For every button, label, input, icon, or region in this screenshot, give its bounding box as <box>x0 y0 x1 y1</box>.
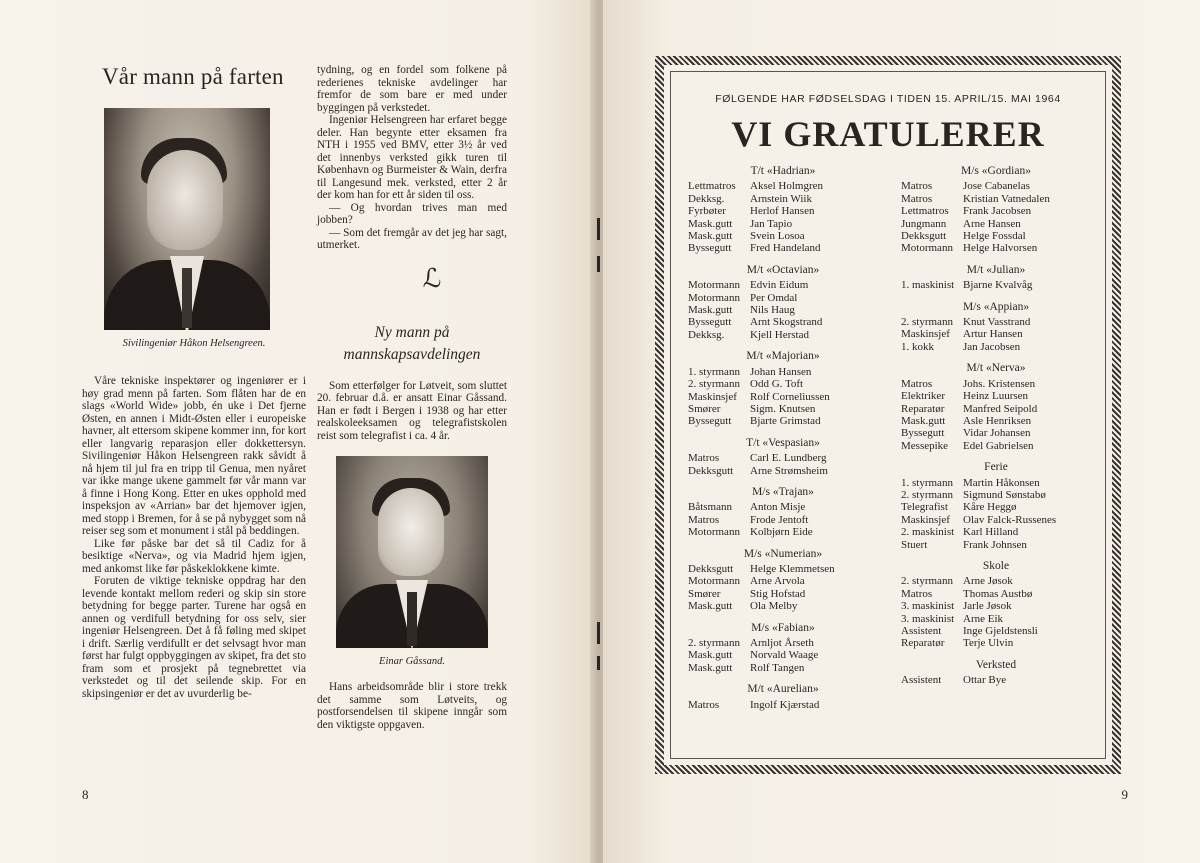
crew-row <box>901 230 1091 242</box>
crew-name: Sigmund Sønstabø <box>963 488 1046 501</box>
crew-rank: Stuert <box>901 538 928 551</box>
crew-row <box>901 218 1091 230</box>
crew-name: Rolf Tangen <box>750 661 805 674</box>
crew-rank: 2. maskinist <box>901 526 955 539</box>
birthday-column-right <box>901 165 1091 696</box>
crew-rank: 2. styrmann <box>901 575 953 588</box>
crew-rank: 3. maskinist <box>901 612 955 625</box>
crew-row <box>901 588 1091 600</box>
crew-row <box>901 205 1091 217</box>
ship-group <box>688 437 878 477</box>
crew-rank: Byssegutt <box>688 242 732 255</box>
crew-rank: Matros <box>688 513 720 526</box>
crew-row <box>901 341 1091 353</box>
ship-name: Verksted <box>975 658 1017 671</box>
crew-row <box>688 316 878 328</box>
crew-rank: 2. styrmann <box>901 316 953 329</box>
ship-name: M/s «Appian» <box>962 300 1030 313</box>
crew-rank: Maskinsjef <box>688 390 737 403</box>
crew-name: Ottar Bye <box>963 674 1007 687</box>
crew-row <box>901 539 1091 551</box>
paragraph: Hans arbeidsområde blir i store trekk det samme som Løtveits, og postforsendelsen til skipene inngår som den viktigste oppgaven. <box>317 681 507 731</box>
crew-rank: Smører <box>688 587 721 600</box>
crew-rank: Mask.gutt <box>688 600 733 613</box>
crew-row <box>688 526 878 538</box>
crew-row <box>901 316 1091 328</box>
crew-name: Norvald Waage <box>750 649 819 662</box>
ship-group <box>901 264 1091 292</box>
portrait-photo-helsengreen <box>104 108 270 330</box>
crew-row <box>688 699 878 711</box>
crew-row <box>901 514 1091 526</box>
crew-row <box>688 501 878 513</box>
crew-name: Aksel Holmgren <box>750 180 824 193</box>
photo-caption: Sivilingeniør Håkon Helsengreen. <box>122 338 266 349</box>
crew-name: Jan Jacobsen <box>963 340 1021 353</box>
crew-name: Carl E. Lundberg <box>750 452 827 465</box>
crew-name: Herlof Hansen <box>750 205 815 218</box>
crew-name: Kristian Vatnedalen <box>963 192 1050 205</box>
crew-rank: 1. maskinist <box>901 279 955 292</box>
crew-name: Per Omdal <box>750 291 798 304</box>
ship-name: Ferie <box>984 461 1008 474</box>
crew-name: Edel Gabrielsen <box>963 439 1034 452</box>
crew-row <box>688 304 878 316</box>
ship-name: M/t «Nerva» <box>966 362 1026 375</box>
crew-row <box>901 501 1091 513</box>
crew-name: Johan Hansen <box>750 365 812 378</box>
left-page <box>0 0 597 863</box>
crew-rank: Fyrbøter <box>688 205 726 218</box>
ship-name: M/t «Octavian» <box>746 263 820 276</box>
crew-rank: Motormann <box>688 279 740 292</box>
crew-name: Fred Handeland <box>750 242 821 255</box>
crew-rank: 1. kokk <box>901 340 934 353</box>
crew-row <box>688 193 878 205</box>
crew-name: Arnt Skogstrand <box>750 316 823 329</box>
crew-row <box>688 378 878 390</box>
crew-rank: Byssegutt <box>901 427 945 440</box>
crew-name: Edvin Eidum <box>750 279 809 292</box>
crew-row <box>901 600 1091 612</box>
page-number: 8 <box>82 787 89 802</box>
ship-group <box>901 461 1091 551</box>
ship-name: M/s «Gordian» <box>961 165 1031 177</box>
crew-rank: Lettmatros <box>901 205 949 218</box>
sub-heading <box>317 322 507 366</box>
frame-title: VI GRATULERER <box>731 114 1045 154</box>
ship-group <box>688 165 878 255</box>
crew-rank: Byssegutt <box>688 415 732 428</box>
crew-row <box>901 279 1091 291</box>
crew-name: Kåre Heggø <box>963 501 1017 514</box>
crew-rank: Matros <box>901 587 933 600</box>
left-column-2 <box>317 64 507 731</box>
crew-name: Jan Tapio <box>750 217 793 230</box>
crew-row <box>688 600 878 612</box>
crew-rank: Matros <box>688 452 720 465</box>
crew-name: Arne Strømsheim <box>750 464 828 477</box>
ship-group <box>901 301 1091 354</box>
crew-row <box>688 180 878 192</box>
crew-row <box>901 625 1091 637</box>
crew-rank: Mask.gutt <box>688 230 733 243</box>
birthday-column-left <box>688 165 878 720</box>
binding-staple <box>597 256 600 272</box>
crew-rank: Byssegutt <box>688 316 732 329</box>
crew-rank: Dekksgutt <box>688 562 734 575</box>
crew-row <box>688 637 878 649</box>
crew-rank: Motormann <box>688 291 740 304</box>
paragraph: — Og hvordan trives man med jobben? <box>317 201 507 226</box>
crew-name: Bjarne Kvalvåg <box>963 279 1033 292</box>
crew-name: Stig Hofstad <box>750 587 806 600</box>
binding-staple <box>597 218 600 240</box>
crew-row <box>688 649 878 661</box>
ship-name: M/s «Numerian» <box>743 547 823 560</box>
crew-rank: Motormann <box>688 526 740 539</box>
crew-row <box>688 242 878 254</box>
paragraph: Som etterfølger for Løtveit, som sluttet 20. februar d.å. er ansatt Einar Gåssand. Han er født i Bergen i 1938 og har etter realskoleeksamen og telegrafistskolen reist som telegrafist i ca. 4 år. <box>317 379 507 442</box>
crew-rank: Motormann <box>901 242 953 255</box>
crew-rank: Mask.gutt <box>688 649 733 662</box>
crew-rank: 2. styrmann <box>688 378 740 391</box>
crew-name: Johs. Kristensen <box>963 377 1036 390</box>
ship-group <box>901 165 1091 255</box>
crew-name: Artur Hansen <box>963 328 1023 341</box>
crew-name: Arne Eik <box>963 612 1004 625</box>
crew-row <box>688 575 878 587</box>
crew-name: Rolf Corneliussen <box>750 390 830 403</box>
crew-row <box>688 662 878 674</box>
ship-name: M/t «Majorian» <box>746 350 820 363</box>
ship-group <box>901 659 1091 687</box>
crew-rank: Mask.gutt <box>688 661 733 674</box>
ship-group <box>901 560 1091 650</box>
crew-name: Manfred Seipold <box>963 402 1038 415</box>
crew-row <box>688 514 878 526</box>
crew-rank: Matros <box>901 192 933 205</box>
paragraph: tydning, og en fordel som folkene på rederienes tekniske avdelinger har fremfor de som bare er med under byggingen på verkstedet. <box>317 64 507 114</box>
crew-row <box>901 378 1091 390</box>
paragraph: Våre tekniske inspektører og ingeniører er i høy grad menn på farten. Som flåten har de en slags «World Wide» jobb, én uke i Det fjerne Østen, en annen i Midt-Østen eller i europeiske havner, alt ettersom skipene kommer inn, for kort eller langvarig reparasjon eller dokkettersyn. Sivilingeniør Håkon Helsengreen rakk såvidt å nå hjem til jul fra en tripp til Genua, men nyåret var ikke mange ukene gammelt før vår mann var å finne i Hong Kong. Etter en ukes opphold med inspeksjon av «Arrian» bar det hjemover igjen, med stopp i Bremen, for å se på nybygget som nå reiser seg som et monument i stål på beddingen. <box>82 375 306 537</box>
crew-row <box>901 242 1091 254</box>
crew-rank: Maskinsjef <box>901 513 950 526</box>
crew-name: Odd G. Toft <box>750 378 804 391</box>
crew-rank: Lettmatros <box>688 180 736 193</box>
crew-row <box>688 465 878 477</box>
crew-rank: 2. styrmann <box>688 637 740 649</box>
crew-row <box>688 403 878 415</box>
ornament-icon: ℒ <box>422 263 442 293</box>
crew-name: Jarle Jøsok <box>963 600 1012 613</box>
crew-row <box>688 230 878 242</box>
crew-name: Olav Falck-Russenes <box>963 513 1057 526</box>
crew-row <box>688 563 878 575</box>
crew-row <box>901 637 1091 649</box>
crew-name: Ola Melby <box>750 600 798 613</box>
crew-row <box>688 205 878 217</box>
photo-caption: Einar Gåssand. <box>379 656 445 667</box>
birthday-frame <box>655 56 1121 774</box>
crew-name: Arne Arvola <box>750 575 805 588</box>
ship-group <box>688 264 878 341</box>
crew-name: Arnljot Årseth <box>750 637 814 649</box>
crew-rank: 3. maskinist <box>901 600 955 613</box>
crew-name: Svein Losoa <box>750 230 805 243</box>
ship-group <box>688 622 878 675</box>
ship-name: Skole <box>982 559 1010 572</box>
crew-row <box>901 390 1091 402</box>
paragraph: — Som det fremgår av det jeg har sagt, utmerket. <box>317 226 507 251</box>
crew-name: Heinz Luursen <box>963 390 1029 403</box>
crew-name: Bjarte Grimstad <box>750 415 821 428</box>
portrait-photo-gassand <box>336 456 488 648</box>
sub-heading-line: Ny mann på <box>374 323 450 341</box>
crew-name: Karl Hilland <box>963 526 1019 539</box>
crew-name: Kolbjørn Eide <box>750 526 813 539</box>
crew-rank: Mask.gutt <box>688 217 733 230</box>
crew-row <box>901 489 1091 501</box>
crew-rank: Mask.gutt <box>688 304 733 317</box>
crew-row <box>901 180 1091 192</box>
ship-name: T/t «Hadrian» <box>750 165 816 177</box>
crew-row <box>688 452 878 464</box>
paragraph: Foruten de viktige tekniske oppdrag har den levende kontakt mellom rederi og skip sin store betydning for begge parter. Turene har også en annen og verdifull betydning for oss selv, sier ingeniør Helsengreen. Det å få føling med skipet i drift. Særlig verdifullt er det selvsagt hvor man først har fulgt oppbyggingen av skipet, fra det sto fram som et prosjekt på tegnebrettet via verkstedet og til det seilende skip. For en skipsingeniør er det av uvurderlig be- <box>82 575 306 700</box>
crew-name: Sigm. Knutsen <box>750 402 816 415</box>
crew-row <box>901 575 1091 587</box>
crew-rank: Motormann <box>688 575 740 588</box>
paragraph: Ingeniør Helsengreen har erfaret begge deler. Han begynte etter eksamen fra NTH i 1955 ved BMV, etter 3½ år ved det innenbys verksted gikk turen til København og Burmeister & Wain, derfra til Langesund mek. verksted, etter 2 år der kom han for ett år siden til oss. <box>317 114 507 201</box>
ship-group <box>688 548 878 613</box>
crew-rank: Dekksgutt <box>688 464 734 477</box>
crew-row <box>688 366 878 378</box>
crew-row <box>901 427 1091 439</box>
crew-rank: Matros <box>901 180 933 193</box>
sub-heading-line: mannskapsavdelingen <box>343 345 481 363</box>
crew-name: Jose Cabanelas <box>963 180 1030 193</box>
crew-name: Arne Hansen <box>963 217 1021 230</box>
crew-name: Frank Johnsen <box>963 538 1027 551</box>
crew-name: Inge Gjeldstensli <box>963 625 1038 637</box>
crew-name: Thomas Austbø <box>963 587 1033 600</box>
crew-rank: 2. styrmann <box>901 488 953 501</box>
crew-row <box>901 440 1091 452</box>
ship-group <box>901 362 1091 452</box>
ship-name: M/s «Trajan» <box>752 485 814 498</box>
binding-staple <box>597 622 600 644</box>
crew-row <box>901 403 1091 415</box>
crew-name: Arnstein Wiik <box>750 192 812 205</box>
crew-row <box>901 193 1091 205</box>
crew-row <box>901 415 1091 427</box>
crew-rank: Reparatør <box>901 637 945 650</box>
crew-row <box>688 391 878 403</box>
crew-rank: Båtsmann <box>688 501 732 514</box>
crew-name: Nils Haug <box>750 304 795 317</box>
ship-group <box>688 486 878 539</box>
left-column-1 <box>82 64 306 700</box>
crew-row <box>688 588 878 600</box>
crew-name: Kjell Herstad <box>750 328 809 341</box>
crew-row <box>901 674 1091 686</box>
ship-name: M/t «Aurelian» <box>747 683 819 696</box>
crew-name: Knut Vasstrand <box>963 316 1031 329</box>
crew-name: Frank Jacobsen <box>963 205 1032 218</box>
article-title: Vår mann på farten <box>102 64 284 89</box>
crew-rank: Maskinsjef <box>901 328 950 341</box>
crew-row <box>901 526 1091 538</box>
crew-row <box>688 218 878 230</box>
crew-rank: Telegrafist <box>901 501 948 514</box>
crew-rank: Reparatør <box>901 402 945 415</box>
crew-name: Anton Misje <box>750 501 806 514</box>
crew-name: Asle Henriksen <box>963 414 1032 427</box>
ship-name: M/s «Fabian» <box>751 621 815 634</box>
ship-name: T/t «Vespasian» <box>746 436 820 449</box>
crew-row <box>901 328 1091 340</box>
crew-rank: Messepike <box>901 439 949 452</box>
crew-rank: Matros <box>901 377 933 390</box>
crew-name: Helge Fossdal <box>963 230 1026 243</box>
page-number: 9 <box>1121 787 1128 802</box>
crew-name: Helge Klemmetsen <box>750 562 835 575</box>
crew-row <box>688 415 878 427</box>
paragraph: Like før påske bar det så til Cadiz for å besiktige «Nerva», og via Madrid hjem igjen, med ankomst like før påskeklokkene kimte. <box>82 537 306 575</box>
crew-row <box>688 279 878 291</box>
crew-name: Arne Jøsok <box>963 575 1013 588</box>
crew-rank: 1. styrmann <box>688 365 740 378</box>
crew-rank: Dekksg. <box>688 328 725 341</box>
crew-row <box>901 477 1091 489</box>
article-body <box>82 375 306 700</box>
crew-name: Helge Halvorsen <box>963 242 1038 255</box>
ship-group <box>688 683 878 711</box>
crew-rank: Elektriker <box>901 390 945 403</box>
crew-name: Vidar Johansen <box>963 427 1031 440</box>
binding-staple <box>597 656 600 670</box>
crew-rank: Dekksg. <box>688 192 725 205</box>
crew-rank: Dekksgutt <box>901 230 947 243</box>
crew-row <box>688 329 878 341</box>
crew-rank: Matros <box>688 698 720 711</box>
crew-rank: Assistent <box>901 625 942 637</box>
crew-name: Martin Håkonsen <box>963 476 1040 489</box>
ship-group <box>688 350 878 427</box>
ship-name: M/t «Julian» <box>966 263 1026 276</box>
crew-row <box>901 613 1091 625</box>
crew-rank: Assistent <box>901 674 942 687</box>
frame-header: FØLGENDE HAR FØDSELSDAG I TIDEN 15. APRIL/15. MAI 1964 <box>715 93 1061 105</box>
crew-name: Terje Ulvin <box>963 637 1014 650</box>
crew-rank: 1. styrmann <box>901 476 953 489</box>
crew-name: Frode Jentoft <box>750 513 809 526</box>
crew-name: Ingolf Kjærstad <box>750 698 820 711</box>
crew-row <box>688 292 878 304</box>
crew-rank: Mask.gutt <box>901 414 946 427</box>
crew-rank: Smører <box>688 402 721 415</box>
crew-rank: Jungmann <box>901 217 947 230</box>
